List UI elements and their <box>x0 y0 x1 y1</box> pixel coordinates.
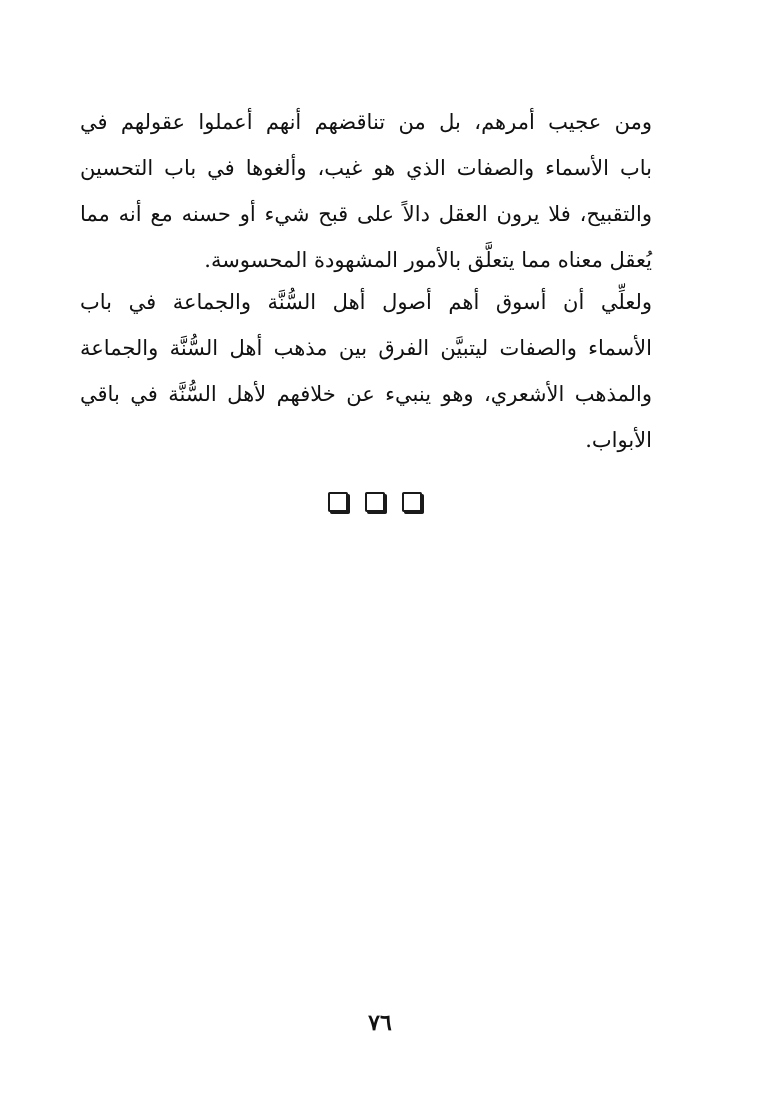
paragraph-line: الأسماء والصفات ليتبيَّن الفرق بين مذهب أهل السُّنَّة والجماعة <box>80 336 652 360</box>
paragraph-line: والمذهب الأشعري، وهو ينبيء عن خلافهم لأهل السُّنَّة في باقي <box>80 382 652 406</box>
paragraph-line: الأبواب. <box>585 428 652 452</box>
paragraph-line: ولعلِّي أن أسوق أهم أصول أهل السُّنَّة والجماعة في باب <box>80 290 652 314</box>
paragraph-line: والتقبيح، فلا يرون العقل دالاً على قبح شيء أو حسنه مع أنه مما <box>80 202 652 226</box>
paragraph-line: ومن عجيب أمرهم، بل من تناقضهم أنهم أعملوا عقولهم في <box>80 110 652 134</box>
paragraph-line: يُعقل معناه مما يتعلَّق بالأمور المشهودة المحسوسة. <box>204 248 652 272</box>
page-number: ٧٦ <box>368 1010 392 1036</box>
square-ornament-icon <box>328 492 348 512</box>
square-ornament-icon <box>365 492 385 512</box>
square-ornament-icon <box>402 492 422 512</box>
section-divider-ornament <box>328 492 422 516</box>
paragraph-line: باب الأسماء والصفات الذي هو غيب، وألغوها في باب التحسين <box>80 156 652 180</box>
